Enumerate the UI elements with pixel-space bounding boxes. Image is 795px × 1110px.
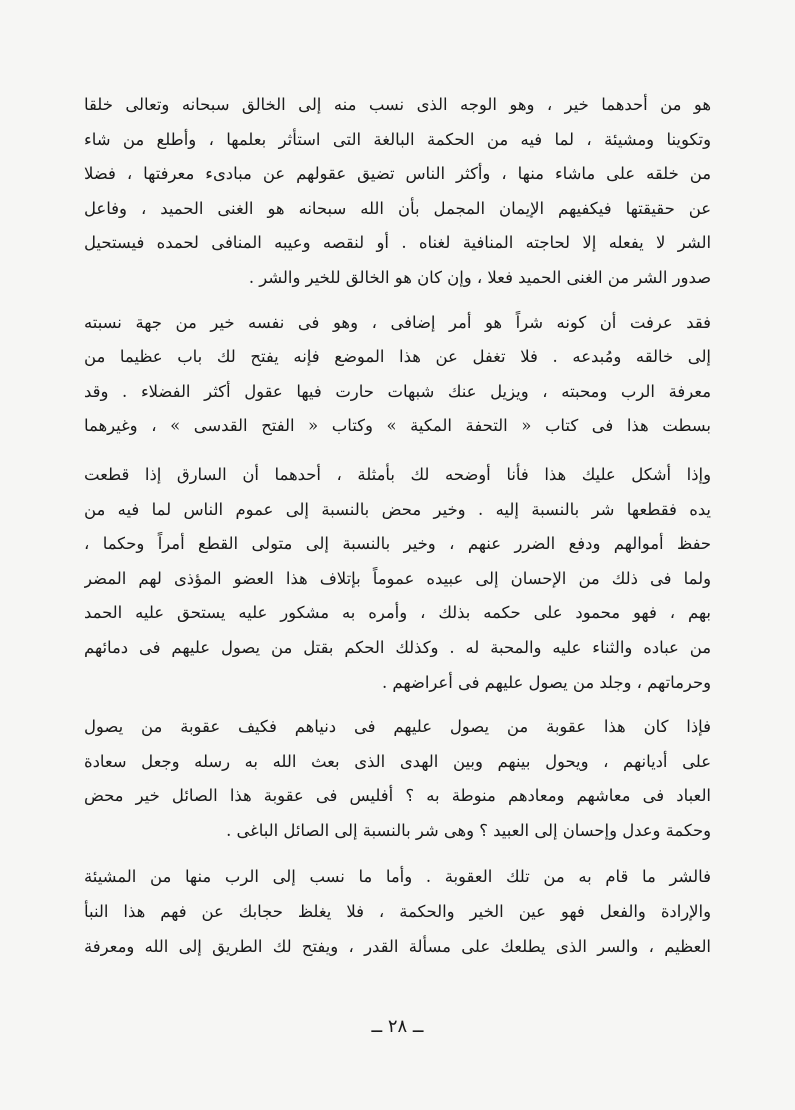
text-line: إلى خالقه ومُبدعه . فلا تغفل عن هذا الموضع فإنه يفتح لك باب عظيما من [84, 347, 711, 367]
text-line: وحكمة وعدل وإحسان إلى العبيد ؟ وهى شر بالنسبة إلى الصائل الباغى . [226, 820, 711, 840]
text-line: فقد عرفت أن كونه شراً هو أمر إضافى ، وهو فى نفسه خير من جهة نسبته [84, 312, 711, 332]
text-line: معرفة الرب ومحبته ، ويزيل عنك شبهات حارت فيها عقول أكثر الفضلاء . وقد [84, 381, 711, 401]
text-line: وتكوينا ومشيئة ، لما فيه من الحكمة البالغة التى استأثر بعلمها ، وأطلع من شاء [84, 129, 711, 149]
text-line: بهم ، فهو محمود على حكمه بذلك ، وأمره به مشكور عليه يستحق عليه الحمد [84, 603, 711, 623]
text-line: الشر لا يفعله إلا لحاجته المنافية لغناه . أو لنقصه وعيبه المنافى لحمده فيستحيل [84, 233, 711, 253]
paragraph [84, 710, 711, 848]
text-line: يده فقطعها شر بالنسبة إليه . وخير محض بالنسبة إلى عموم الناس لما فيه من [84, 499, 711, 519]
paragraph [84, 860, 711, 964]
text-line: من خلقه على ماشاء منها ، وأكثر الناس تضيق عقولهم عن مبادىء معرفتها ، فضلا [84, 164, 711, 184]
text-line: عن حقيقتها فيكفيهم الإيمان المجمل بأن الله سبحانه هو الغنى الحميد ، وفاعل [84, 198, 711, 218]
text-line: على أديانهم ، ويحول بينهم وبين الهدى الذى بعث الله به رسله وجعل سعادة [84, 751, 711, 771]
text-line: العظيم ، والسر الذى يطلعك على مسألة القدر ، ويفتح لك الطريق إلى الله ومعرفة [84, 936, 711, 956]
paragraph [84, 88, 711, 296]
text-line: العباد فى معاشهم ومعادهم منوطة به ؟ أفليس فى عقوبة هذا الصائل خير محض [84, 786, 711, 806]
text-line: فالشر ما قام به من تلك العقوبة . وأما ما نسب إلى الرب منها من المشيئة [84, 867, 711, 887]
text-line: هو من أحدهما خير ، وهو الوجه الذى نسب منه إلى الخالق سبحانه وتعالى خلقا [84, 95, 711, 114]
page-number: ــ ٢٨ ــ [371, 1016, 424, 1037]
text-line: ولما فى ذلك من الإحسان إلى عبيده عموماً بإتلاف هذا العضو المؤذى لهم المضر [84, 568, 711, 588]
text-line: حفظ أموالهم ودفع الضرر عنهم ، وخير بالنسبة إلى متولى القطع أمراً وحكما ، [84, 534, 711, 554]
text-line: فإذا كان هذا عقوبة من يصول عليهم فى دنياهم فكيف عقوبة من يصول [84, 717, 711, 737]
text-line: من عباده والثناء عليه والمحبة له . وكذلك الحكم بقتل من يصول عليهم فى دمائهم [84, 637, 711, 657]
paragraph [84, 458, 711, 700]
text-line: وإذا أشكل عليك هذا فأنا أوضحه لك بأمثلة ، أحدهما أن السارق إذا قطعت [84, 464, 711, 484]
text-line: صدور الشر من الغنى الحميد فعلا ، وإن كان هو الخالق للخير والشر . [248, 267, 711, 287]
paragraph [84, 306, 711, 444]
text-line: بسطت هذا فى كتاب « التحفة المكية » وكتاب « الفتح القدسى » ، وغيرهما [84, 416, 711, 436]
text-line: والإرادة والفعل فهو عين الخير والحكمة ، فلا يغلظ حجابك عن فهم هذا النبأ [84, 902, 711, 922]
page-body [84, 88, 711, 964]
text-line: وحرماتهم ، وجلد من يصول عليهم فى أعراضهم . [382, 672, 711, 692]
